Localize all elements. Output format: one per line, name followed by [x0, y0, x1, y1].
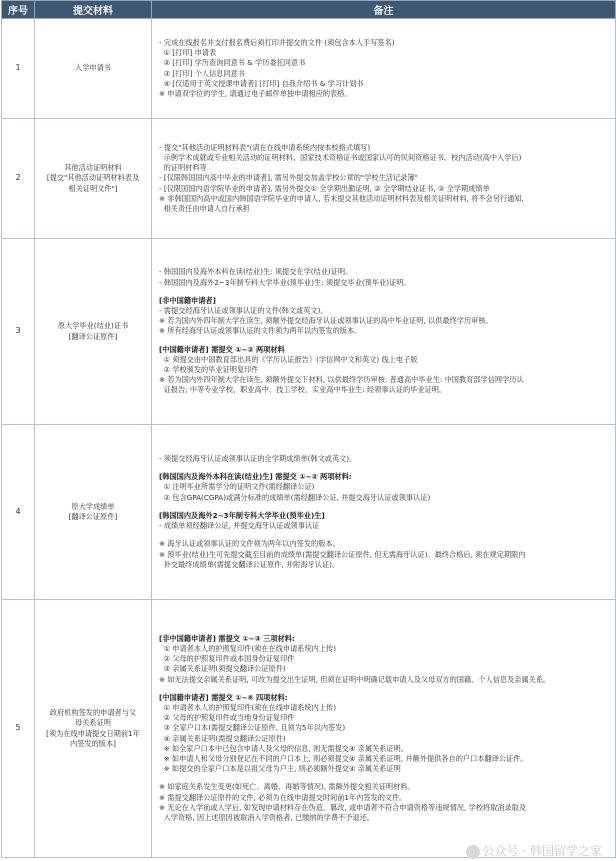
wechat-icon [466, 845, 480, 859]
note-line: ※ 若为国内外四年制大学在读生, 须额外提交下材料, 以供最终学历审核: 普通高中毕业生: 中国教育部学信网学历认 [159, 375, 524, 385]
note-cell [152, 425, 616, 600]
row-number: 2 [2, 119, 35, 239]
note-line: 相关责任由申请人自行承担 [159, 204, 250, 213]
note-spacer [159, 288, 611, 296]
note-heading: [韩国国内及海外2~3年制专科大学毕业(预毕业)生] [159, 510, 325, 520]
material-name [35, 19, 152, 119]
note-line: ② 父母的护照复印件或本国身份证复印件 [159, 654, 295, 664]
note-line: ※ 如全家户口本中已包含申请人及父母的信息, 则无需提交④ 亲属关系证明。 [159, 743, 408, 753]
material-name-line: [翻译公证原件] [68, 512, 118, 521]
note-line: 证报告; 中等专业学校、职业高中、技工学校、实业高中毕业生: 经领事认证的毕业证明。 [159, 385, 447, 395]
note-line: 的证明材料等 [159, 163, 207, 173]
note-line: 补交最终成绩单(需提交翻译公证原件, 并附海牙认证)。 [159, 559, 340, 569]
note-line: ※ 如无法提交亲属关系证明, 可改为提交出生证明, 但须在证明中明确记载申请人及父母双方的国籍、个人信息及亲属关系。 [159, 674, 551, 684]
note-line: ④ [仅适用于英文授课申请者] [打印] 自我介绍书 & 学习计划书 [159, 78, 364, 88]
material-name [35, 600, 152, 858]
material-name-line: 母关系证明 [75, 718, 111, 728]
note-line: 入学资格, 因上述原因被取消入学资格者, 已缴纳的学费不予退还。 [159, 813, 374, 823]
note-line: ① 申请者本人的护照复印件(须在在线申请系统内上传) [159, 702, 337, 712]
note-line: - 成绩单须经翻译公证, 并提交海牙认证或领事认证 [159, 521, 320, 531]
note-line: ③ 全家户口本(需提交翻译公证原件, 且须为5年以内签发) [159, 723, 346, 733]
table-row [2, 239, 616, 425]
material-name-line: 原大学毕业(结业)证书 [57, 321, 129, 331]
note-heading: [非中国籍申请者] 需提交 ①~③ 三项材料: [159, 633, 295, 643]
note-line: ② 父母的护照复印件或当地身份证复印件 [159, 713, 295, 723]
material-name [35, 239, 152, 425]
note-line: ※ 预毕业(结业)生可先提交截至目前的成绩单(需提交翻译公证原件, 但无需海牙认证)。最终合格后, 须在规定期限内 [159, 549, 526, 559]
note-line: ① 申请者本人的护照复印件(须在在线申请系统内上传) [159, 643, 337, 653]
note-heading: [非中国籍申请者] [159, 295, 216, 305]
material-name-line: [提交"其他活动证明材料表及 [46, 173, 140, 183]
note-line: ※ 若为国内外四年制大学在读生, 须额外提交经海牙认证或领事认证的高中毕业证明, 以供最终学历审核。 [159, 316, 493, 326]
note-line: ② 学校颁发的毕业证明复印件 [159, 365, 259, 374]
note-cell [152, 239, 616, 425]
table-header-row [2, 1, 616, 19]
note-heading: [中国籍申请者] 需提交 ①~② 两项材料 [159, 344, 285, 354]
note-line: - [仅限韩国国内高中毕业的申请者], 需另外提交加盖学校公章的"学校生活记录簿" [159, 173, 418, 183]
header-material: 提交材料 [35, 1, 152, 19]
note-cell [152, 600, 616, 858]
material-name-line: [翻译公证原件] [68, 331, 118, 341]
material-name [35, 425, 152, 600]
material-name [35, 119, 152, 239]
table-row [2, 19, 616, 119]
note-line: ※ 申请双学位的学生, 请通过电子邮件单独申请相应的表格。 [159, 88, 352, 98]
material-name-line: 其他活动证明材料 [64, 163, 122, 173]
note-line: ※ 海牙认证或领事认证的文件须为两年以内签发的版本。 [159, 539, 340, 549]
note-line: - 完成在线报名并支付报名费后须打印并提交的文件 (须包含本人手写签名) [159, 37, 395, 47]
note-line: - [仅限国国内语学院毕业的申请者], 需另外提交① 全学期出勤证明, ② 全学期结业证书, ③ 全学期成绩单 [159, 183, 490, 193]
row-number: 5 [2, 600, 35, 858]
note-line: ※ 需提交翻译公证原件的文件, 必须为在线申请提交时间前1年内签发的文件。 [159, 792, 407, 802]
material-name-line: [须为在线申请提交日期前1年 [46, 728, 140, 738]
note-line: - 须提交经海牙认证或领事认证的全学期成绩单(韩文或英文)。 [159, 454, 357, 464]
table-row [2, 119, 616, 239]
note-line: - 需提交经海牙认证或领事认证的文件(韩文或英文)。 [159, 305, 328, 315]
row-number: 4 [2, 425, 35, 600]
note-line: ※ 非韩国国内高中或国内韩国语学院毕业的申请人, 若未提交其他活动证明材料表及相关证明材料, 将不会另行通知, [159, 193, 524, 203]
note-spacer [159, 337, 611, 345]
material-name-line: 内签发的版本] [70, 738, 116, 748]
note-heading: [韩国国内及海外本科在读(结业)生] 需提交 ①~② 两项材料: [159, 472, 352, 482]
note-spacer [159, 503, 611, 511]
note-spacer [159, 685, 611, 693]
note-spacer [159, 774, 611, 782]
row-number: 1 [2, 19, 35, 119]
note-line: 示例学术成就或专业相关活动的证明材料、国家技术资格证书或国家认可的民间资格证书、校内活动(高中入学后) [159, 152, 522, 162]
note-line: ※ 所有经海牙认证或领事认证的文件须为两年以内签发的版本。 [159, 326, 362, 336]
table-row [2, 600, 616, 858]
note-spacer [159, 531, 611, 539]
header-no: 序号 [2, 1, 35, 19]
material-name-line: 原大学成绩单 [71, 501, 115, 511]
note-line: ③ 亲属关系证明(须提交翻译公证原件) [159, 664, 286, 674]
note-heading: [中国籍申请者] 需提交 ①~④ 四项材料: [159, 692, 288, 702]
note-line: - 韩国国内及海外本科在读(结业)生: 须提交在学(结业)证明。 [159, 267, 353, 277]
note-line: ※ 如家庭关系发生变更(如死亡、离婚、再婚等情况), 需额外提交相关证明材料。 [159, 782, 415, 792]
row-number: 3 [2, 239, 35, 425]
table-row [2, 425, 616, 600]
note-line: - 提交"其他活动证明材料表"(请在在线申请系统内按本校格式填写) [159, 142, 371, 152]
materials-table [1, 0, 616, 858]
note-line: ① 注明毕业所需学分的证明文件(需经翻译公证) [159, 482, 315, 492]
material-name-line: 政府机构签发的申请者与父 [49, 708, 137, 718]
note-cell [152, 19, 616, 119]
note-line: ④ 亲属关系证明(需提交翻译公证原件) [159, 733, 286, 743]
note-spacer [159, 464, 611, 472]
note-line: ※ 如申请人和父母分别登记在不同的户口本上, 则必须提交④ 亲属关系证明, 并额外提供各自的户口本翻译公证件。 [159, 754, 528, 763]
material-name-line: 入学申请书 [75, 63, 111, 73]
note-line: - 韩国国内及海外2~3年制专科大学毕业(预毕业)生: 须提交毕业(预毕业)证明。 [159, 277, 411, 287]
note-line: ② 包含GPA(CGPA)或满分标准的成绩单(需经翻译公证, 并提交海牙认证或领事认证) [159, 492, 431, 502]
note-line: ② [打印] 学历查询同意书 & 学历委托同意书 [159, 58, 306, 68]
material-name-line: 相关证明文件"] [68, 183, 118, 193]
note-line: ※ 如提交的全家户口本是以祖父母为户主, 则必须额外提交④ 亲属关系证明 [159, 764, 401, 774]
note-cell [152, 119, 616, 239]
note-line: ※ 无论在入学前或入学后, 如发现申请材料存在伪造、篡改, 或申请者不符合申请资格等违规情况, 学校将取消录取及 [159, 802, 527, 812]
note-line: ① [打印] 申请表 [159, 48, 217, 58]
note-line: ③ [打印] 个人信息同意书 [159, 68, 245, 78]
header-note: 备注 [152, 1, 616, 19]
note-line: ① 须提交由中国教育部出具的《学历认证报告》(学信网中文和英文) 线上电子版 [159, 354, 418, 364]
watermark: 公众号 · 韩国留学之家 [466, 842, 602, 859]
